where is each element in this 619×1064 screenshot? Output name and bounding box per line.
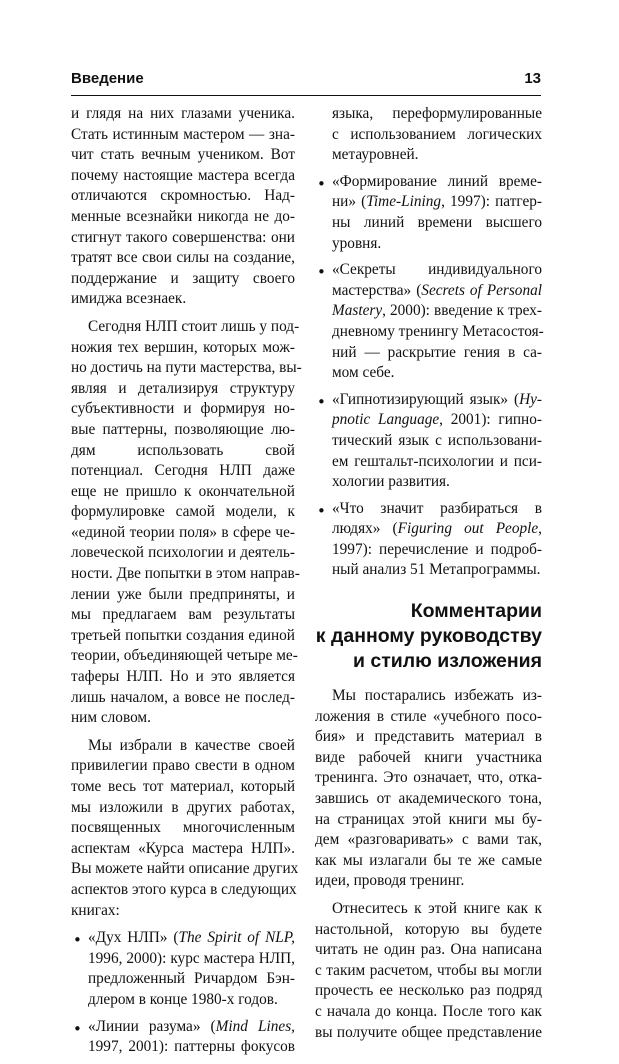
left-column	[71, 104, 302, 1064]
text-line: pnotic Language, 2001): гипно-	[332, 411, 542, 429]
paragraph-4	[315, 686, 542, 892]
text-line: поддержание и защиту своего	[71, 269, 295, 287]
heading-line: к данному руководству	[315, 625, 542, 648]
text-line: уровня.	[332, 234, 382, 252]
text-line: мы предлагаем вам результаты	[71, 606, 295, 624]
text-line: мом себе.	[332, 364, 395, 382]
text-line: Мы постарались избежать из-	[332, 687, 542, 705]
text-line: мы изложили в других работах,	[71, 798, 295, 816]
text-line: идеи, проводя тренинг.	[315, 872, 465, 890]
text-line: но достичь на пути мастерства, вы-	[71, 359, 302, 377]
text-line: менные всезнайки никогда не до-	[71, 207, 295, 225]
text-line: теории, объединяющей четыре ме-	[71, 647, 298, 665]
text-line: «Дух НЛП» (The Spirit of NLP,	[88, 929, 295, 947]
running-header	[71, 70, 541, 92]
text-line: «единой теории поля» в сфере че-	[71, 523, 295, 541]
paragraph-1	[71, 104, 295, 310]
header-rule	[71, 95, 541, 96]
text-line: тренинга. Это означает, что, отка-	[315, 769, 542, 787]
text-line: вы получите общее представление	[315, 1023, 542, 1041]
text-line: дям использовать свой	[71, 441, 295, 459]
section-heading	[315, 599, 542, 674]
text-line: длером в конце 1980-х годов.	[88, 990, 278, 1008]
text-line: читать не один раз. Она написана	[315, 941, 542, 959]
bullet-hypnotic-language	[315, 390, 542, 493]
book-title: Figuring out People	[397, 520, 539, 538]
text-line: лишь началом, а вовсе не послед-	[71, 688, 295, 706]
text-line: третьей попытки создания единой	[71, 626, 295, 644]
text-line: ны линий времени высшего	[332, 213, 542, 231]
text-line: ни» (Time-Lining, 1997): патгер-	[332, 193, 542, 211]
text-line: еще не пришло к окончательной	[71, 482, 295, 500]
text-line: вые паттерны, позволяющие лю-	[71, 420, 295, 438]
bullet-mind-lines	[71, 1017, 295, 1058]
book-title: The Spirit of NLP,	[178, 929, 295, 947]
bullet-secrets-personal-mastery	[315, 260, 542, 384]
text-line: субъективности и формируя но-	[71, 400, 295, 418]
text-line: отличаются скромностью. Над-	[71, 187, 295, 205]
text-line: лении уже были предприняты, и	[71, 585, 295, 603]
text-line: языка, переформулированные	[332, 105, 542, 122]
text-line: ный анализ 51 Метапрограммы.	[332, 561, 541, 579]
page-number: 13	[524, 70, 541, 87]
bullet-dot: •	[317, 392, 326, 411]
text-line: и глядя на них глазами ученика.	[71, 105, 295, 122]
text-line: 1997): перечисление и подроб-	[332, 540, 542, 558]
text-line: стигнут такого совершенства: они	[71, 228, 295, 246]
text-line: с использованием логических	[332, 125, 542, 143]
text-line: Отнеситесь к этой книге как к	[332, 900, 542, 917]
text-line: с начала до конца. После того как	[315, 1002, 542, 1020]
text-line: являя и детализируя структуру	[71, 379, 295, 397]
text-line: завшись от академического тона,	[315, 790, 542, 808]
text-line: аспектам «Курса мастера НЛП».	[71, 839, 295, 857]
text-line: с таким расчетом, чтобы вы могли	[315, 961, 542, 979]
text-line: 1997, 2001): паттерны фокусов	[88, 1038, 295, 1056]
paragraph-3	[71, 736, 299, 921]
bullet-spirit-of-nlp	[71, 928, 295, 1010]
text-line: Вы можете найти описание других	[71, 860, 299, 878]
text-line: людях» (Figuring out People,	[332, 520, 542, 538]
text-line: «Гипнотизирующий язык» (Hy-	[332, 390, 542, 408]
book-title: Hy-	[519, 390, 542, 408]
text-line: Стать истинным мастером — зна-	[71, 125, 295, 143]
bullet-dot: •	[73, 1019, 82, 1038]
text-line: таферы НЛП. Но и это является	[71, 668, 295, 686]
bullet-dot: •	[317, 501, 326, 520]
book-title: Time-Lining	[366, 193, 442, 211]
bullet-time-lining	[315, 172, 542, 254]
text-line: тический язык с использовани-	[332, 431, 542, 449]
paragraph-2	[71, 317, 302, 729]
text-line: прочесть ее несколько раз подряд	[315, 982, 542, 1000]
right-column	[315, 104, 542, 1043]
text-line: хологии развития.	[332, 473, 450, 491]
bullet-dot: •	[317, 174, 326, 193]
text-line: дем «разговаривать» с вами так,	[315, 831, 542, 849]
bullet-continuation	[315, 104, 542, 166]
book-title: Mastery	[332, 302, 383, 320]
heading-line: Комментарии	[410, 600, 542, 623]
text-line: ним словом.	[71, 709, 151, 727]
text-line: томе весь тот материал, который	[71, 778, 295, 795]
text-line: «Что значит разбираться в	[332, 499, 542, 517]
text-line: привилегии право свести в одном	[71, 757, 295, 775]
text-line: тратят все свои силы на создание,	[71, 249, 295, 267]
text-line: ножия тех вершин, которых мож-	[71, 338, 295, 356]
bullet-figuring-out-people	[315, 499, 542, 581]
text-line: книгах:	[71, 901, 120, 919]
text-line: ний — раскрытие гения в са-	[332, 343, 542, 361]
text-line: ности. Две попытки в этом направ-	[71, 565, 300, 583]
text-line: метауровней.	[332, 146, 419, 164]
book-title: Secrets of Personal	[421, 281, 542, 299]
book-title: pnotic Language	[332, 411, 440, 429]
text-line: «Линии разума» (Mind Lines,	[88, 1017, 295, 1035]
text-line: на страницах этой книги мы бу-	[315, 810, 542, 828]
text-line: дневному тренингу Метасостоя-	[332, 322, 544, 340]
text-line: почему настоящие мастера всегда	[71, 166, 295, 184]
text-line: виде рабочей книги участника	[315, 748, 542, 766]
book-title: Mind Lines,	[215, 1017, 295, 1035]
bullet-dot: •	[73, 931, 82, 950]
text-line: 1996, 2000): курс мастера НЛП,	[88, 949, 295, 967]
section-title: Введение	[71, 70, 144, 87]
text-line: «Формирование линий време-	[332, 172, 542, 190]
paragraph-5	[315, 899, 542, 1043]
text-line: Мы избрали в качестве своей	[88, 736, 295, 754]
text-line: предложенный Ричардом Бэн-	[88, 970, 295, 988]
text-line: бия» и представить материал в	[315, 728, 542, 746]
text-line: посвященных многочисленным	[71, 819, 295, 837]
text-line: настольной, которую вы будете	[315, 920, 542, 938]
text-line: ем гештальт-психологии и пси-	[332, 452, 542, 470]
text-line: ловеческой психологии и деятель-	[71, 544, 295, 562]
text-line: как мы излагали бы те же самые	[315, 851, 542, 869]
text-line: чит стать вечным учеником. Вот	[71, 146, 295, 164]
text-line: мастерства» (Secrets of Personal	[332, 281, 542, 299]
text-line: аспектов этого курса в следующих	[71, 880, 297, 898]
text-line: потенциал. Сегодня НЛП даже	[71, 462, 295, 480]
bullet-dot: •	[317, 263, 326, 282]
text-line: ложения в стиле «учебного посо-	[315, 707, 542, 725]
text-line: формулировке самой модели, к	[71, 503, 295, 521]
text-line: имиджа всезнаек.	[71, 290, 187, 308]
text-line: Сегодня НЛП стоит лишь у под-	[88, 317, 300, 335]
text-line: «Секреты индивидуального	[332, 261, 542, 279]
text-line: Mastery, 2000): введение к трех-	[332, 302, 542, 320]
heading-line: и стилю изложения	[352, 650, 542, 673]
